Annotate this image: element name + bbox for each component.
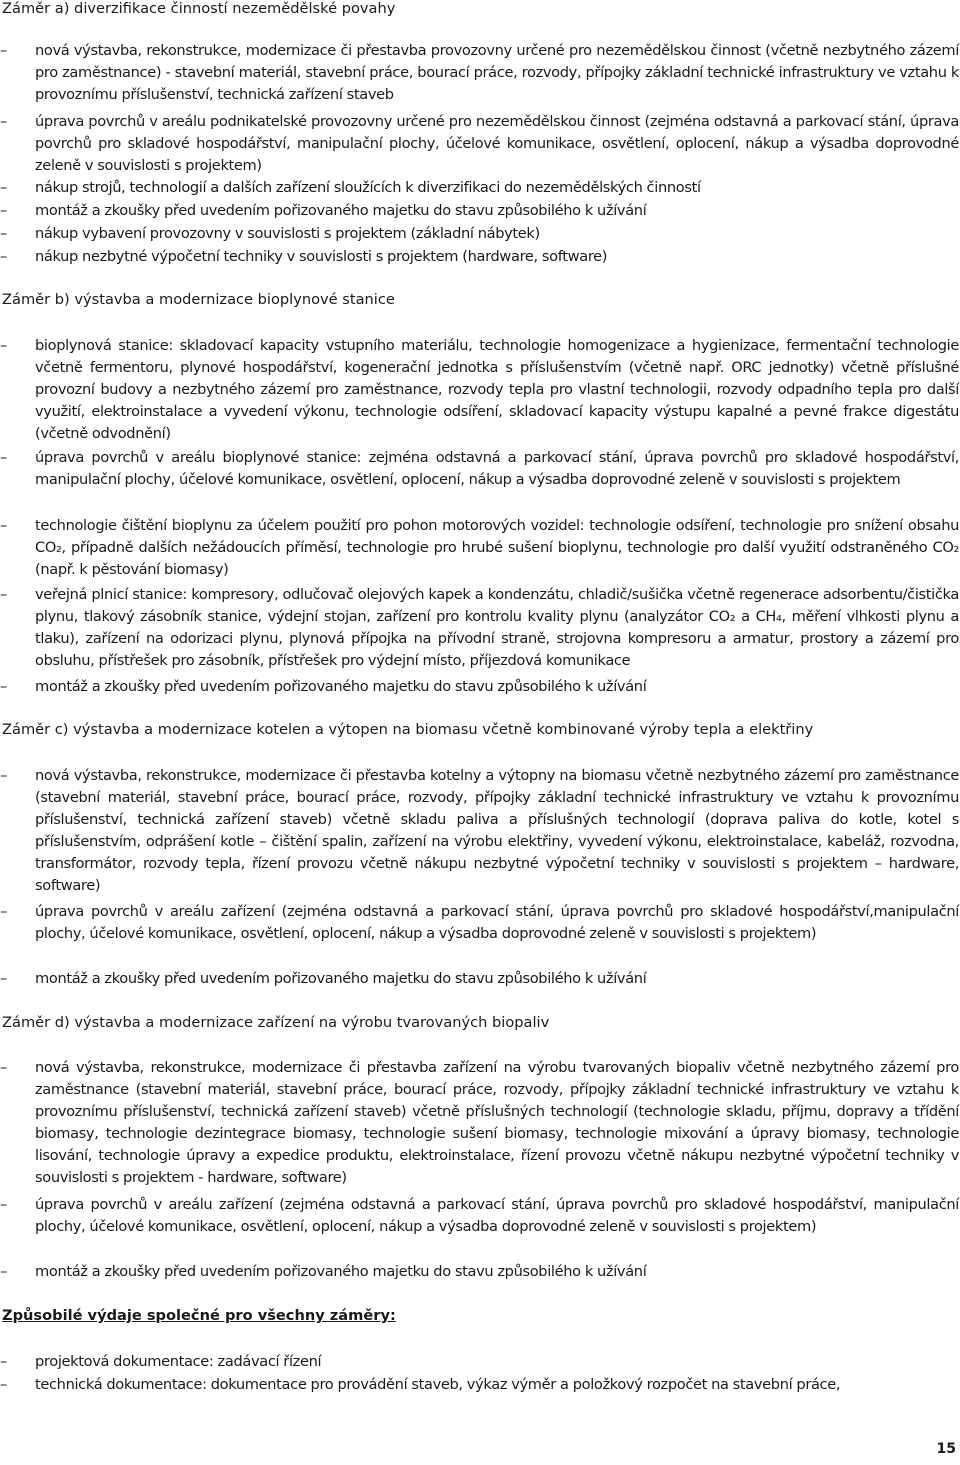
- list-item-text: montáž a zkoušky před uvedením pořizovaného majetku do stavu způsobilého k užívání: [35, 678, 647, 695]
- dash-bullet: –: [0, 42, 8, 59]
- dash-bullet: –: [0, 1059, 8, 1076]
- dash-bullet: –: [0, 202, 8, 219]
- list-item-text: projektová dokumentace: zadávací řízení: [35, 1353, 322, 1370]
- list-item-text: nová výstavba, rekonstrukce, modernizace či přestavba zařízení na výrobu tvarovaných biopaliv včetně nezbytného zázemí pro zaměstnance (stavební materiál, stavební práce, bourací práce, rozvody, přípojky základní technické infrastruktury ve vztahu k provoznímu příslušenství, technická zařízení staveb) včetně příslušných technologií (technologie skladu, příjmu, dopravy a třídění biomasy, technologie dezintegrace biomasy, technologie sušení biomasy, technologie mixování a úpravy biomasy, technologie lisování, technologie úpravy a expedice produktu, elektroinstalace, řízení provozu včetně nákupu nezbytné výpočetní techniky v souvislosti s projektem - hardware, software): [35, 1059, 959, 1186]
- dash-bullet: –: [0, 1196, 8, 1213]
- dash-bullet: –: [0, 517, 8, 534]
- section-a-title: Záměr a) diverzifikace činností nezemědělské povahy: [2, 0, 396, 17]
- dash-bullet: –: [0, 586, 8, 603]
- list-item-text: nákup strojů, technologií a dalších zařízení sloužících k diverzifikaci do nezemědělských činností: [35, 179, 701, 196]
- section-d-title: Záměr d) výstavba a modernizace zařízení na výrobu tvarovaných biopaliv: [2, 1014, 550, 1031]
- dash-bullet: –: [0, 337, 8, 354]
- list-item-text: nákup nezbytné výpočetní techniky v souvislosti s projektem (hardware, software): [35, 248, 608, 265]
- list-item-text: nákup vybavení provozovny v souvislosti s projektem (základní nábytek): [35, 225, 540, 242]
- list-item-text: montáž a zkoušky před uvedením pořizovaného majetku do stavu způsobilého k užívání: [35, 202, 647, 219]
- list-item-text: nová výstavba, rekonstrukce, modernizace či přestavba provozovny určené pro nezemědělskou činnost (včetně nezbytného zázemí pro zaměstnance) - stavební materiál, stavební práce, bourací práce, rozvody, přípojky základní technické infrastruktury ve vztahu k provoznímu příslušenství, technická zařízení staveb: [35, 42, 959, 103]
- page-number: 15: [936, 1441, 956, 1457]
- dash-bullet: –: [0, 248, 8, 265]
- section-b-title: Záměr b) výstavba a modernizace bioplynové stanice: [2, 291, 395, 308]
- dash-bullet: –: [0, 970, 8, 987]
- dash-bullet: –: [0, 903, 8, 920]
- list-item-text: úprava povrchů v areálu bioplynové stanice: zejména odstavná a parkovací stání, úprava povrchů pro skladové hospodářství, manipulační plochy, účelové komunikace, osvětlení, oplocení, nákup a výsadba doprovodné zeleně v souvislosti s projektem: [35, 449, 959, 488]
- dash-bullet: –: [0, 1353, 8, 1370]
- list-item-text: úprava povrchů v areálu zařízení (zejména odstavná a parkovací stání, úprava povrchů pro skladové hospodářství,manipulační plochy, účelové komunikace, osvětlení, oplocení, nákup a výsadba doprovodné zeleně v souvislosti s projektem): [35, 903, 959, 942]
- common-expenses-title: Způsobilé výdaje společné pro všechny záměry:: [2, 1307, 396, 1324]
- list-item-text: veřejná plnicí stanice: kompresory, odlučovač olejových kapek a kondenzátu, chladič/sušička včetně regenerace adsorbentu/čistička plynu, tlakový zásobník stanice, výdejní stojan, zařízení pro kontrolu kvality plynu (analyzátor CO₂ a CH₄, měření vlhkosti plynu a tlaku), zařízení na odorizaci plynu, plynová přípojka na přívodní straně, strojovna kompresoru a armatur, prostory a zázemí pro obsluhu, přístřešek pro zásobník, přístřešek pro výdejní místo, příjezdová komunikace: [35, 586, 959, 669]
- list-item-text: úprava povrchů v areálu zařízení (zejména odstavná a parkovací stání, úprava povrchů pro skladové hospodářství, manipulační plochy, účelové komunikace, osvětlení, oplocení, nákup a výsadba doprovodné zeleně v souvislosti s projektem): [35, 1196, 959, 1235]
- dash-bullet: –: [0, 767, 8, 784]
- dash-bullet: –: [0, 1263, 8, 1280]
- dash-bullet: –: [0, 225, 8, 242]
- list-item-text: bioplynová stanice: skladovací kapacity vstupního materiálu, technologie homogenizace a hygienizace, fermentační technologie včetně fermentoru, plynové hospodářství, kogenerační jednotka s příslušenstvím (včetně např. ORC jednotky) včetně příslušné provozní budovy a nezbytného zázemí pro zaměstnance, rozvody tepla pro vlastní technologii, rozvody odpadního tepla pro další využití, elektroinstalace a vyvedení výkonu, technologie odsíření, skladovací kapacity výstupu kapalné a pevné frakce digestátu (včetně odvodnění): [35, 337, 959, 442]
- dash-bullet: –: [0, 449, 8, 466]
- list-item-text: technická dokumentace: dokumentace pro provádění staveb, výkaz výměr a položkový rozpočet na stavební práce,: [35, 1376, 841, 1393]
- list-item-text: úprava povrchů v areálu podnikatelské provozovny určené pro nezemědělskou činnost (zejména odstavná a parkovací stání, úprava povrchů pro skladové hospodářství, manipulační plochy, účelové komunikace, osvětlení, oplocení, nákup a výsadba doprovodné zeleně v souvislosti s projektem): [35, 113, 959, 174]
- dash-bullet: –: [0, 113, 8, 130]
- list-item-text: nová výstavba, rekonstrukce, modernizace či přestavba kotelny a výtopny na biomasu včetně nezbytného zázemí pro zaměstnance (stavební materiál, stavební práce, bourací práce, rozvody, přípojky základní technické infrastruktury ve vztahu k provoznímu příslušenství, technická zařízení staveb) včetně skladu paliva a příslušných technologií (doprava paliva do kotle, kotel s příslušenstvím, odprášení kotle – čištění spalin, zařízení na výrobu elektřiny, vyvedení výkonu, elektroinstalace, kabeláž, rozvodna, transformátor, rozvody tepla, řízení provozu včetně nákupu nezbytné výpočetní techniky v souvislosti s projektem – hardware, software): [35, 767, 959, 894]
- dash-bullet: –: [0, 1376, 8, 1393]
- section-c-title: Záměr c) výstavba a modernizace kotelen a výtopen na biomasu včetně kombinované výroby tepla a elektřiny: [2, 721, 814, 738]
- list-item-text: technologie čištění bioplynu za účelem použití pro pohon motorových vozidel: technologie odsíření, technologie pro snížení obsahu CO₂, případně dalších nežádoucích příměsí, technologie pro hrubé sušení bioplynu, technologie pro další využití odstraněného CO₂ (např. k pěstování biomasy): [35, 517, 959, 578]
- dash-bullet: –: [0, 678, 8, 695]
- dash-bullet: –: [0, 179, 8, 196]
- list-item-text: montáž a zkoušky před uvedením pořizovaného majetku do stavu způsobilého k užívání: [35, 970, 647, 987]
- list-item-text: montáž a zkoušky před uvedením pořizovaného majetku do stavu způsobilého k užívání: [35, 1263, 647, 1280]
